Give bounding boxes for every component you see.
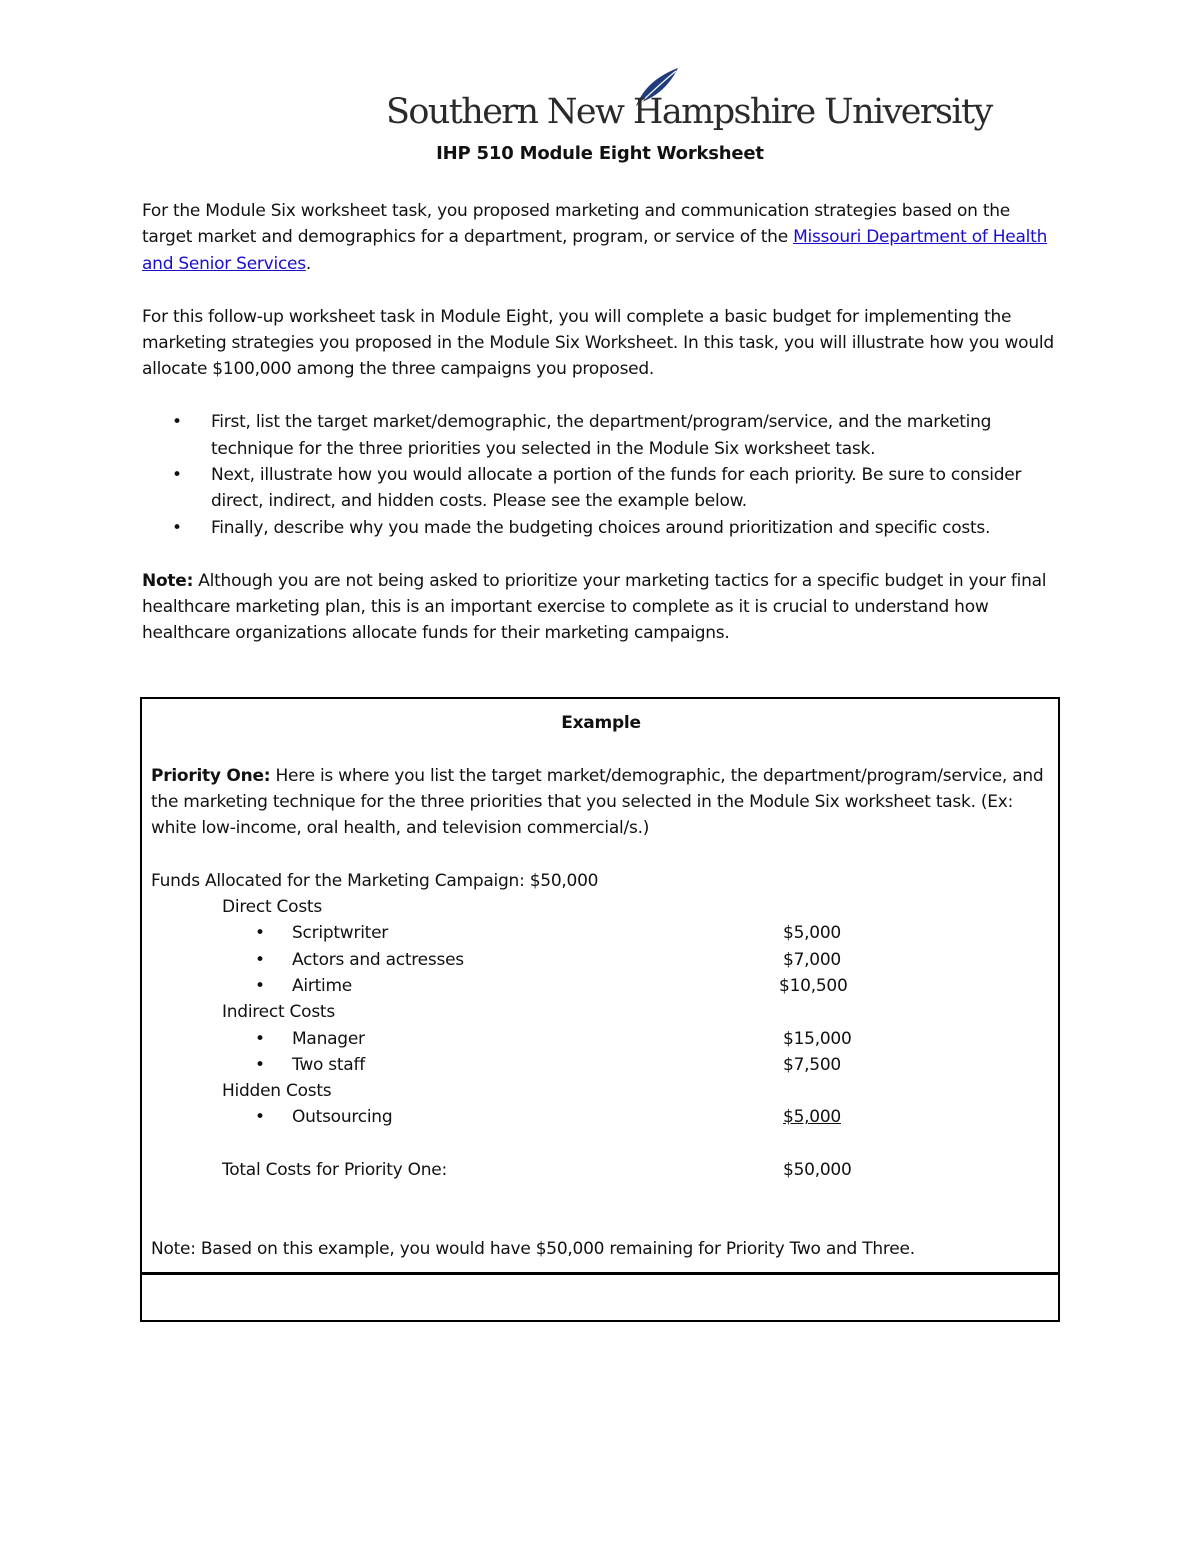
direct-costs-heading: Direct Costs [222,897,322,918]
cost-amount: $7,000 [783,949,841,970]
university-logo [386,66,992,138]
funds-line: Funds Allocated for the Marketing Campaign: $50,000 [151,870,599,891]
cost-item [151,1052,1051,1078]
total-amount: $50,000 [783,1160,852,1181]
cost-amount: $5,000 [783,923,841,944]
hidden-costs-heading: Hidden Costs [222,1081,332,1102]
cost-amount: $5,000 [783,1107,841,1128]
cost-item [151,973,1051,999]
list-item: • Next, illustrate how you would allocate a portion of the funds for each priority. Be sure to consider direct, indirect, and hidden costs. Please see the example below. [142,462,1062,515]
priority-paragraph [151,763,1051,842]
list-item: • Finally, describe why you made the budgeting choices around prioritization and specific costs. [142,515,1062,541]
list-item: • First, list the target market/demographic, the department/program/service, and the marketing technique for the three priorities you selected in the Module Six worksheet task. [142,409,1062,462]
cost-item [151,947,1051,973]
total-row [151,1157,1051,1183]
note-paragraph [142,568,1062,647]
cost-amount: $15,000 [783,1028,852,1049]
priority-text: Here is where you list the target market/demographic, the department/program/service, and the marketing technique for the three priorities that you selected in the Module Six worksheet task. (Ex: white low-income, oral health, and television commercial/s.) [151,765,1044,839]
cost-label: Manager [292,1028,365,1049]
example-content [151,710,1051,1262]
empty-response-row[interactable] [140,1272,1060,1322]
example-footer-note: Note: Based on this example, you would have $50,000 remaining for Priority Two and Three. [151,1238,915,1259]
note-label: Note: [142,570,194,591]
note-text: Although you are not being asked to prioritize your marketing tactics for a specific budget in your final healthcare marketing plan, this is an important exercise to complete as it is crucial to understand how healthcare organizations allocate funds for their marketing campaigns. [142,570,1047,644]
cost-label: Two staff [292,1054,365,1075]
logo-text: Southern New Hampshire University [386,92,992,132]
cost-amount: $7,500 [783,1054,841,1075]
intro-paragraph-1 [142,198,1062,277]
intro-period: . [305,253,312,274]
intro-text: For the Module Six worksheet task, you proposed marketing and communication strategies based on the target market and demographics for a department, program, or service of the [142,201,1010,248]
cost-label: Scriptwriter [292,923,389,944]
mdhss-link[interactable]: Missouri Department of Health and Senior Services [142,227,1048,274]
cost-amount: $10,500 [779,975,848,996]
cost-item [151,1026,1051,1052]
indirect-costs-heading: Indirect Costs [222,1002,335,1023]
page-title: IHP 510 Module Eight Worksheet [436,143,764,164]
priority-label: Priority One: [151,765,271,786]
example-table [140,697,1060,1275]
cost-label: Outsourcing [292,1107,393,1128]
cost-label: Airtime [292,975,352,996]
example-heading: Example [561,713,641,733]
intro-paragraph-2: For this follow-up worksheet task in Module Eight, you will complete a basic budget for implementing the marketing strategies you proposed in the Module Six Worksheet. In this task, you will illustrate how you would allocate $100,000 among the three campaigns you proposed. [142,306,1054,380]
total-label: Total Costs for Priority One: [222,1160,447,1181]
task-list [142,409,1062,541]
cost-item [151,920,1051,946]
instructions [142,198,1062,673]
cost-label: Actors and actresses [292,949,464,970]
cost-item [151,1104,1051,1130]
